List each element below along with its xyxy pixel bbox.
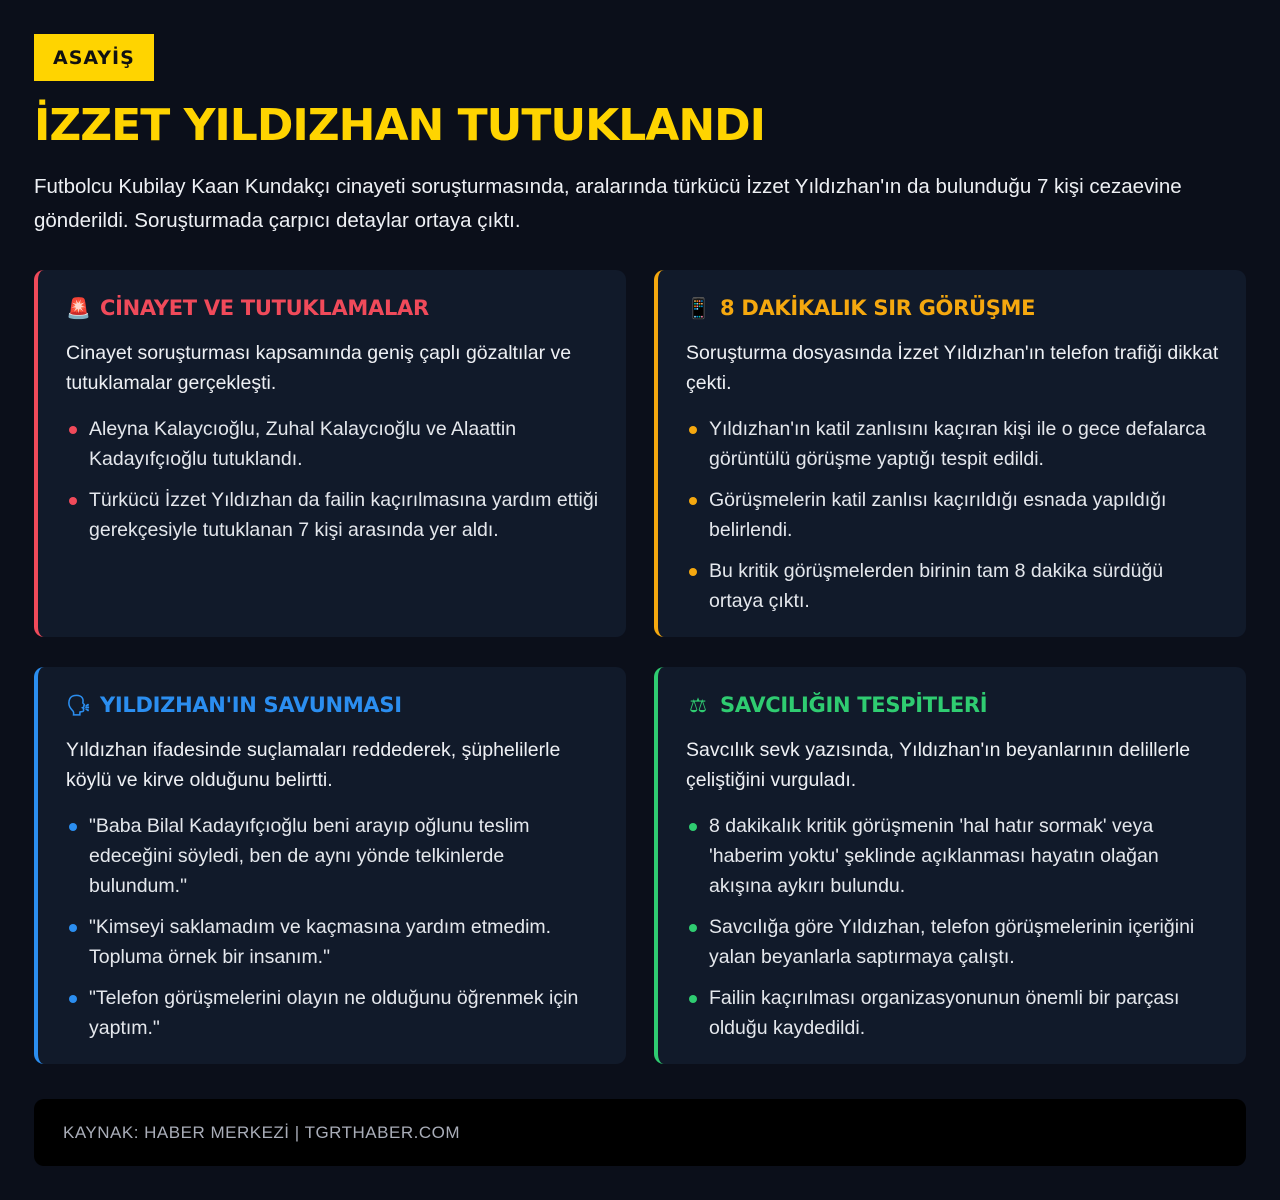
- speaking-head-icon: 🗣: [66, 693, 92, 717]
- card-title-text: YILDIZHAN'IN SAVUNMASI: [100, 693, 402, 717]
- card-lead: Soruşturma dosyasında İzzet Yıldızhan'ın telefon trafiği dikkat çekti.: [686, 342, 1219, 394]
- card-lead: Cinayet soruşturması kapsamında geniş çaplı gözaltılar ve tutuklamalar gerçekleşti.: [66, 342, 572, 394]
- bullet-icon: [689, 426, 697, 434]
- list-item: [66, 811, 602, 901]
- card-title-text: CİNAYET VE TUTUKLAMALAR: [100, 296, 429, 320]
- bullet-icon: [69, 924, 77, 932]
- list-item: [686, 912, 1222, 972]
- card-lead: Savcılık sevk yazısında, Yıldızhan'ın beyanlarının delillerle çeliştiğini vurguladı.: [686, 739, 1191, 791]
- list-item: [66, 485, 602, 545]
- list-item-text: "Telefon görüşmelerini olayın ne olduğunu öğrenmek için yaptım.": [89, 987, 579, 1039]
- bullet-icon: [689, 924, 697, 932]
- category-badge: [34, 34, 154, 81]
- list-item-text: Savcılığa göre Yıldızhan, telefon görüşmelerinin içeriğini yalan beyanlarla saptırmaya çalıştı.: [709, 916, 1195, 968]
- card-title-text: SAVCILIĞIN TESPİTLERİ: [720, 693, 988, 717]
- source-footer: [34, 1099, 1246, 1166]
- bullet-icon: [69, 995, 77, 1003]
- list-item: [686, 485, 1222, 545]
- card-list: [686, 811, 1222, 1043]
- balance-scale-icon: ⚖: [689, 693, 707, 717]
- list-item: [66, 983, 602, 1043]
- bullet-icon: [69, 497, 77, 505]
- list-item-text: Bu kritik görüşmelerden birinin tam 8 dakika sürdüğü ortaya çıktı.: [709, 560, 1164, 612]
- bullet-icon: [69, 823, 77, 831]
- mobile-phone-icon: 📱: [686, 296, 711, 320]
- bullet-icon: [689, 823, 697, 831]
- bullet-icon: [689, 568, 697, 576]
- list-item: [66, 912, 602, 972]
- intro-paragraph: Futbolcu Kubilay Kaan Kundakçı cinayeti soruşturmasında, aralarında türkücü İzzet Yıldızhan'ın da bulunduğu 7 kişi cezaevine gönderildi. Soruşturmada çarpıcı detaylar ortaya çıktı.: [34, 175, 1182, 232]
- list-item: [686, 414, 1222, 474]
- list-item: [686, 811, 1222, 901]
- card-list: [66, 811, 602, 1043]
- card-title: [686, 689, 1222, 721]
- card-prosecution-findings: [654, 667, 1246, 1064]
- card-title: [66, 689, 602, 721]
- police-light-icon: 🚨: [66, 296, 91, 320]
- list-item-text: "Kimseyi saklamadım ve kaçmasına yardım etmedim. Topluma örnek bir insanım.": [89, 916, 552, 968]
- bullet-icon: [689, 995, 697, 1003]
- list-item: [686, 983, 1222, 1043]
- card-secret-call: [654, 270, 1246, 637]
- card-defense: [34, 667, 626, 1064]
- list-item-text: Türkücü İzzet Yıldızhan da failin kaçırılmasına yardım ettiği gerekçesiyle tutuklanan 7 kişi arasında yer aldı.: [89, 489, 599, 541]
- list-item-text: Failin kaçırılması organizasyonunun önemli bir parçası olduğu kaydedildi.: [709, 987, 1180, 1039]
- card-title: [686, 292, 1222, 324]
- list-item-text: Aleyna Kalaycıoğlu, Zuhal Kalaycıoğlu ve Alaattin Kadayıfçıoğlu tutuklandı.: [89, 418, 517, 470]
- source-text: KAYNAK: HABER MERKEZİ | TGRTHABER.COM: [63, 1122, 460, 1142]
- category-label: ASAYİŞ: [53, 46, 135, 69]
- bullet-icon: [689, 497, 697, 505]
- bullet-icon: [69, 426, 77, 434]
- list-item-text: Yıldızhan'ın katil zanlısını kaçıran kişi ile o gece defalarca görüntülü görüşme yaptığı tespit edildi.: [709, 418, 1206, 470]
- list-item: [686, 556, 1222, 616]
- list-item: [66, 414, 602, 474]
- list-item-text: "Baba Bilal Kadayıfçıoğlu beni arayıp oğlunu teslim edeceğini söyledi, ben de aynı yönde telkinlerde bulundum.": [89, 815, 530, 897]
- card-murder-arrests: [34, 270, 626, 637]
- card-lead: Yıldızhan ifadesinde suçlamaları reddederek, şüphelilerle köylü ve kirve olduğunu belirtti.: [66, 739, 561, 791]
- card-title: [66, 292, 602, 324]
- card-title-text: 8 DAKİKALIK SIR GÖRÜŞME: [720, 296, 1036, 320]
- card-list: [66, 414, 602, 545]
- list-item-text: Görüşmelerin katil zanlısı kaçırıldığı esnada yapıldığı belirlendi.: [709, 489, 1167, 541]
- card-list: [686, 414, 1222, 616]
- list-item-text: 8 dakikalık kritik görüşmenin 'hal hatır sormak' veya 'haberim yoktu' şeklinde açıklanması hayatın olağan akışına aykırı bulundu.: [709, 815, 1159, 897]
- page-title: İZZET YILDIZHAN TUTUKLANDI: [34, 100, 766, 151]
